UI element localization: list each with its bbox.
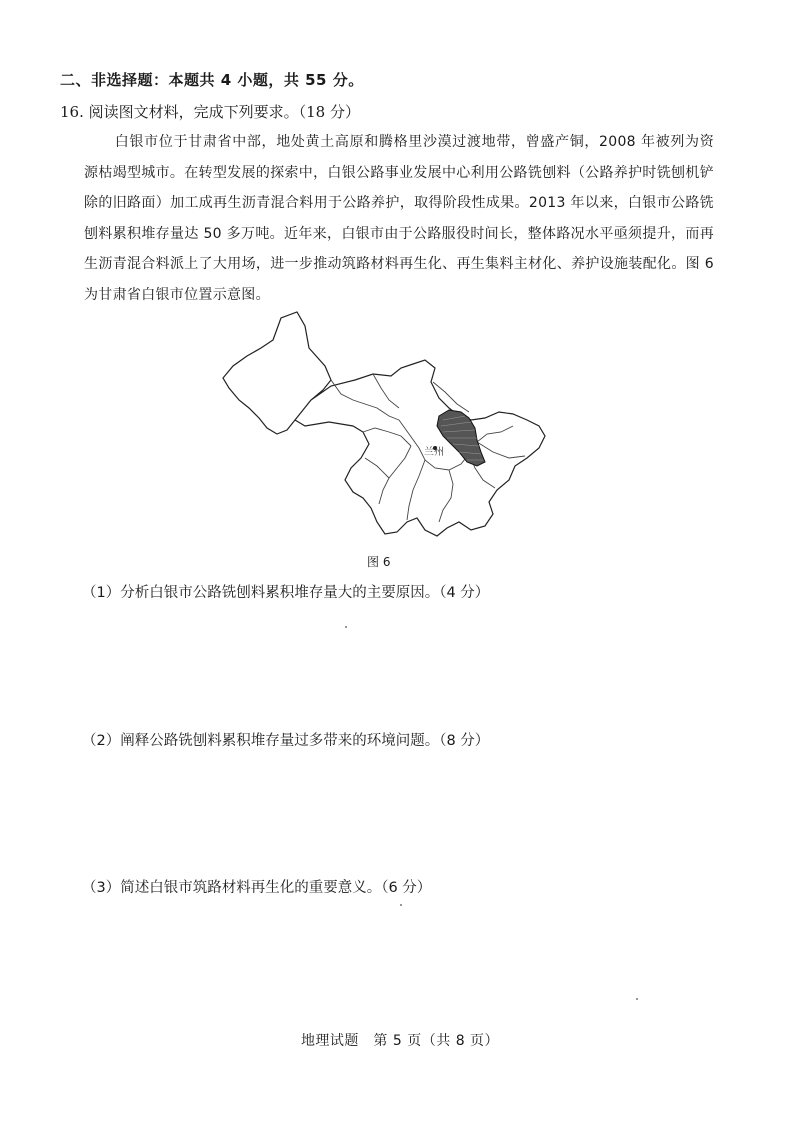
section-title: 二、非选择题：本题共 4 小题，共 55 分。: [60, 71, 364, 89]
figure-caption: 图 6: [367, 555, 391, 569]
gansu-outline: [223, 312, 545, 536]
reading-passage: 白银市位于甘肃省中部，地处黄土高原和腾格里沙漠过渡地带，曾盛产铜，2008 年被列为资源枯竭型城市。在转型发展的探索中，白银公路事业发展中心利用公路铣刨料（公路养护时铣刨机铲除的旧路面）加工成再生沥青混合料用于公路养护，取得阶段性成果。2013 年以来，白银市公路铣刨料累积堆存量达 50 多万吨。近年来，白银市由于公路服役时间长，整体路况水平亟须提升，而再生沥青混合料派上了大用场，进一步推动筑路材料再生化、再生集料主材化、养护设施装配化。图 6 为甘肃省白银市位置示意图。: [84, 134, 714, 303]
sub-question-3: （3）简述白银市筑路材料再生化的重要意义。（6 分）: [82, 880, 432, 896]
lanzhou-label: 兰州: [424, 447, 444, 458]
sub-question-2: （2）阐释公路铣刨料累积堆存量过多带来的环境问题。（8 分）: [82, 733, 490, 749]
question-heading: 16. 阅读图文材料，完成下列要求。（18 分）: [60, 103, 360, 121]
gansu-location-map: [213, 308, 558, 543]
scan-speck: [636, 998, 638, 1000]
scan-speck: [345, 626, 347, 628]
page-footer: 地理试题 第 5 页（共 8 页）: [300, 1033, 500, 1049]
gansu-map-svg: [213, 308, 558, 543]
sub-question-1: （1）分析白银市公路铣刨料累积堆存量大的主要原因。（4 分）: [82, 585, 490, 601]
scan-speck: [400, 904, 402, 906]
